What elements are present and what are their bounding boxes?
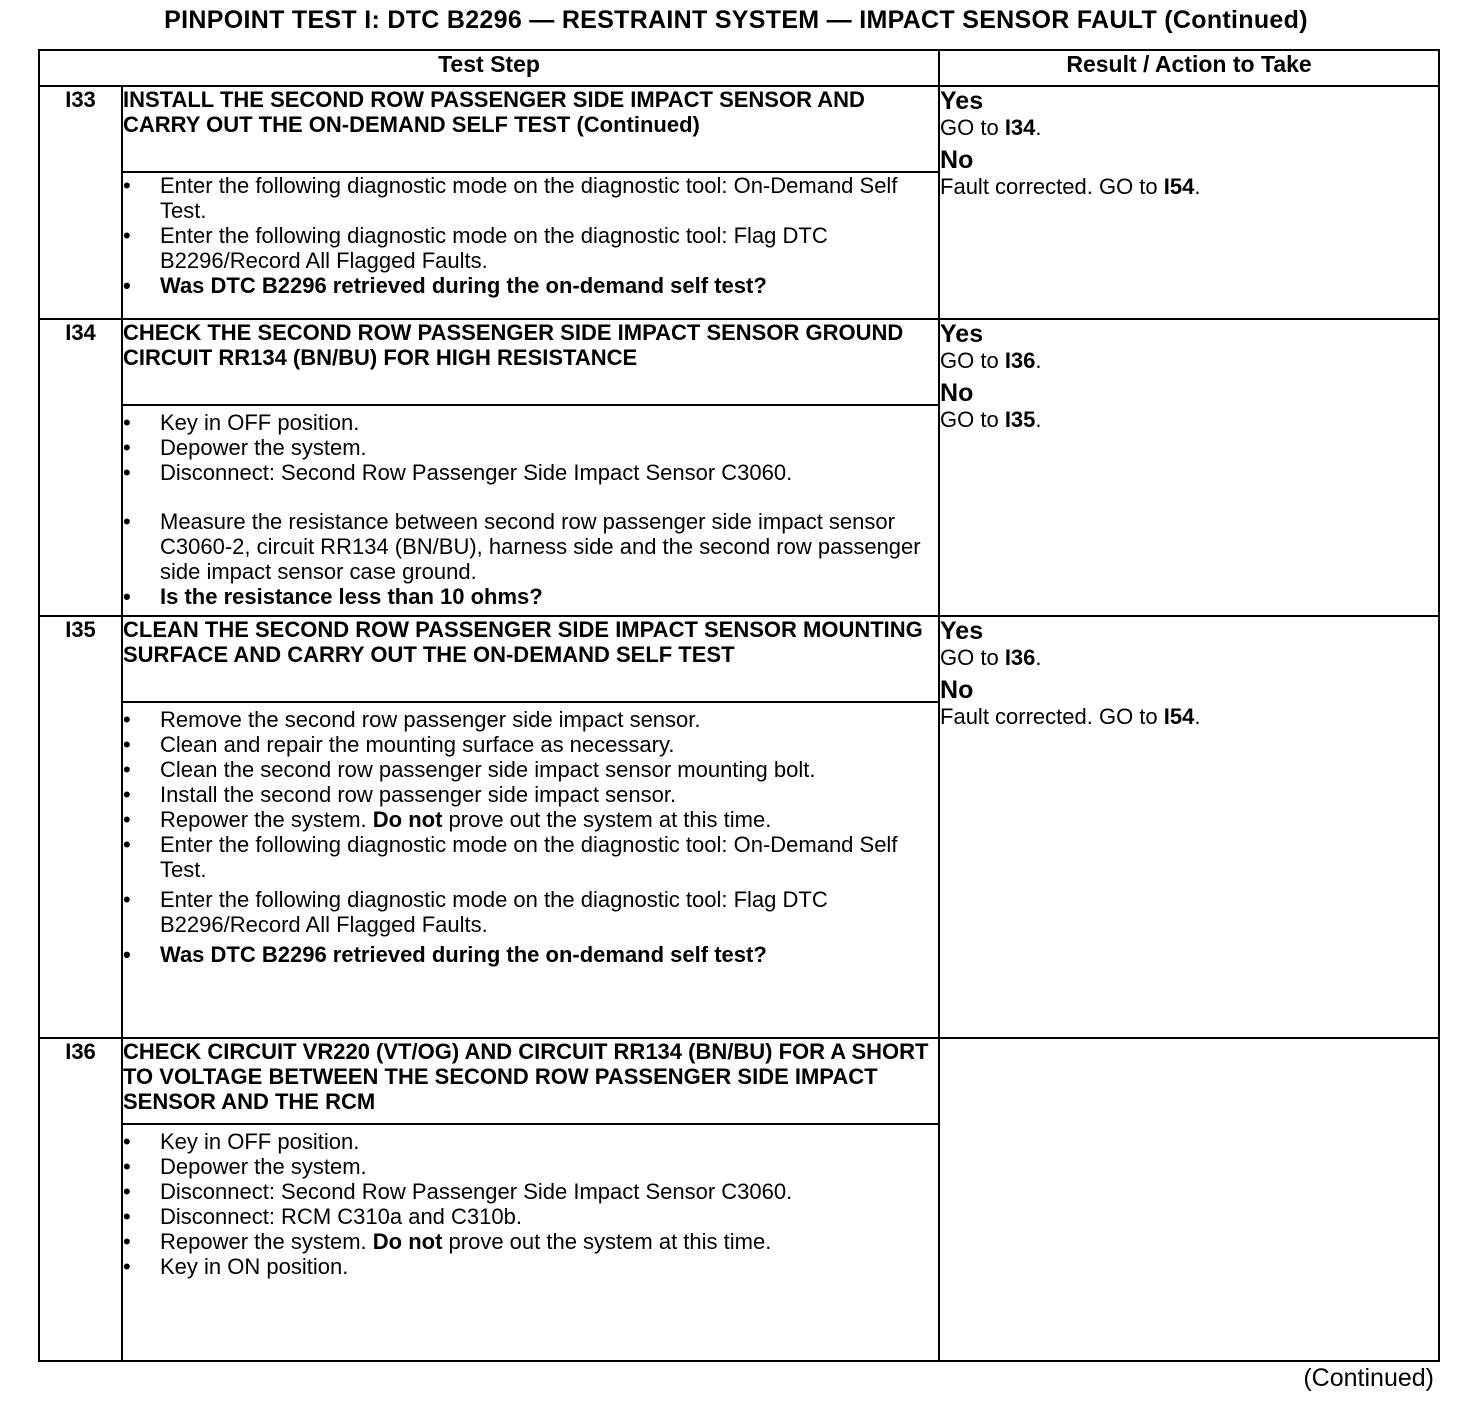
yes-label: Yes — [940, 617, 984, 645]
procedure-list — [123, 707, 938, 967]
list-item: • Clean and repair the mounting surface as necessary. — [123, 732, 938, 757]
yes-target-link[interactable]: I36 — [1004, 348, 1036, 373]
step-number: I35 — [39, 616, 122, 1038]
step-result — [939, 86, 1439, 319]
yes-action: GO to I34. — [940, 115, 1042, 140]
list-item: • Enter the following diagnostic mode on the diagnostic tool: Flag DTC B2296/Record All Flagged Faults. — [123, 887, 938, 937]
no-label: No — [940, 379, 974, 407]
list-item: • Enter the following diagnostic mode on the diagnostic tool: Flag DTC B2296/Record All Flagged Faults. — [123, 223, 938, 273]
yes-target-link[interactable]: I36 — [1004, 645, 1036, 670]
procedure-list — [123, 410, 938, 609]
no-action: GO to I35. — [940, 407, 1042, 432]
step-heading: CLEAN THE SECOND ROW PASSENGER SIDE IMPACT SENSOR MOUNTING SURFACE AND CARRY OUT THE ON-DEMAND SELF TEST — [122, 616, 939, 702]
yes-label: Yes — [940, 87, 984, 115]
no-target-link[interactable]: I54 — [1163, 174, 1195, 199]
yes-target-link[interactable]: I34 — [1004, 115, 1036, 140]
yes-action: GO to I36. — [940, 645, 1042, 670]
step-heading-row — [39, 1038, 1439, 1124]
no-action: Fault corrected. GO to I54. — [940, 174, 1201, 199]
list-item: • Enter the following diagnostic mode on the diagnostic tool: On-Demand Self Test. — [123, 173, 938, 223]
list-item: • Remove the second row passenger side impact sensor. — [123, 707, 938, 732]
no-label: No — [940, 146, 974, 174]
step-procedure — [122, 172, 939, 319]
list-item: • Repower the system. Do not prove out the system at this time. — [123, 1229, 938, 1254]
step-result — [939, 1038, 1439, 1361]
procedure-list — [123, 173, 938, 298]
test-step-header: Test Step — [39, 50, 939, 86]
yes-action: GO to I36. — [940, 348, 1042, 373]
procedure-list — [123, 1129, 938, 1279]
list-item: • Disconnect: Second Row Passenger Side Impact Sensor C3060. — [123, 460, 938, 485]
step-procedure — [122, 1124, 939, 1361]
step-procedure — [122, 702, 939, 1038]
list-item: • Clean the second row passenger side impact sensor mounting bolt. — [123, 757, 938, 782]
step-heading-row — [39, 319, 1439, 405]
list-item: • Measure the resistance between second row passenger side impact sensor C3060-2, circuit RR134 (BN/BU), harness side and the second row passenger side impact sensor case ground. — [123, 509, 938, 584]
list-item: • Depower the system. — [123, 1154, 938, 1179]
pinpoint-test-table — [38, 49, 1440, 1362]
no-label: No — [940, 676, 974, 704]
step-heading: INSTALL THE SECOND ROW PASSENGER SIDE IMPACT SENSOR AND CARRY OUT THE ON-DEMAND SELF TEST (Continued) — [122, 86, 939, 172]
no-target-link[interactable]: I35 — [1004, 407, 1036, 432]
list-item: • Key in ON position. — [123, 1254, 938, 1279]
list-item: • Disconnect: RCM C310a and C310b. — [123, 1204, 938, 1229]
list-item: • Depower the system. — [123, 435, 938, 460]
page-title: PINPOINT TEST I: DTC B2296 — RESTRAINT SYSTEM — IMPACT SENSOR FAULT (Continued) — [164, 6, 1308, 34]
list-item: • Repower the system. Do not prove out the system at this time. — [123, 807, 938, 832]
step-number: I33 — [39, 86, 122, 319]
step-result — [939, 319, 1439, 616]
no-target-link[interactable]: I54 — [1163, 704, 1195, 729]
yes-label: Yes — [940, 320, 984, 348]
list-item: • Key in OFF position. — [123, 410, 938, 435]
list-item: • Key in OFF position. — [123, 1129, 938, 1154]
result-header: Result / Action to Take — [939, 50, 1439, 86]
no-action: Fault corrected. GO to I54. — [940, 704, 1201, 729]
list-item: • Enter the following diagnostic mode on the diagnostic tool: On-Demand Self Test. — [123, 832, 938, 882]
list-item: • Was DTC B2296 retrieved during the on-demand self test? — [123, 942, 938, 967]
step-heading: CHECK THE SECOND ROW PASSENGER SIDE IMPACT SENSOR GROUND CIRCUIT RR134 (BN/BU) FOR HIGH RESISTANCE — [122, 319, 939, 405]
list-item: • Was DTC B2296 retrieved during the on-demand self test? — [123, 273, 938, 298]
list-item: • Install the second row passenger side impact sensor. — [123, 782, 938, 807]
continued-note: (Continued) — [1303, 1364, 1434, 1392]
step-heading-row — [39, 616, 1439, 702]
step-result — [939, 616, 1439, 1038]
step-number: I34 — [39, 319, 122, 616]
step-number: I36 — [39, 1038, 122, 1361]
table-header-row — [39, 50, 1439, 86]
step-procedure — [122, 405, 939, 616]
step-heading: CHECK CIRCUIT VR220 (VT/OG) AND CIRCUIT RR134 (BN/BU) FOR A SHORT TO VOLTAGE BETWEEN THE SECOND ROW PASSENGER SIDE IMPACT SENSOR AND THE RCM — [122, 1038, 939, 1124]
list-item: • Disconnect: Second Row Passenger Side Impact Sensor C3060. — [123, 1179, 938, 1204]
list-item: • Is the resistance less than 10 ohms? — [123, 584, 938, 609]
step-heading-row — [39, 86, 1439, 172]
